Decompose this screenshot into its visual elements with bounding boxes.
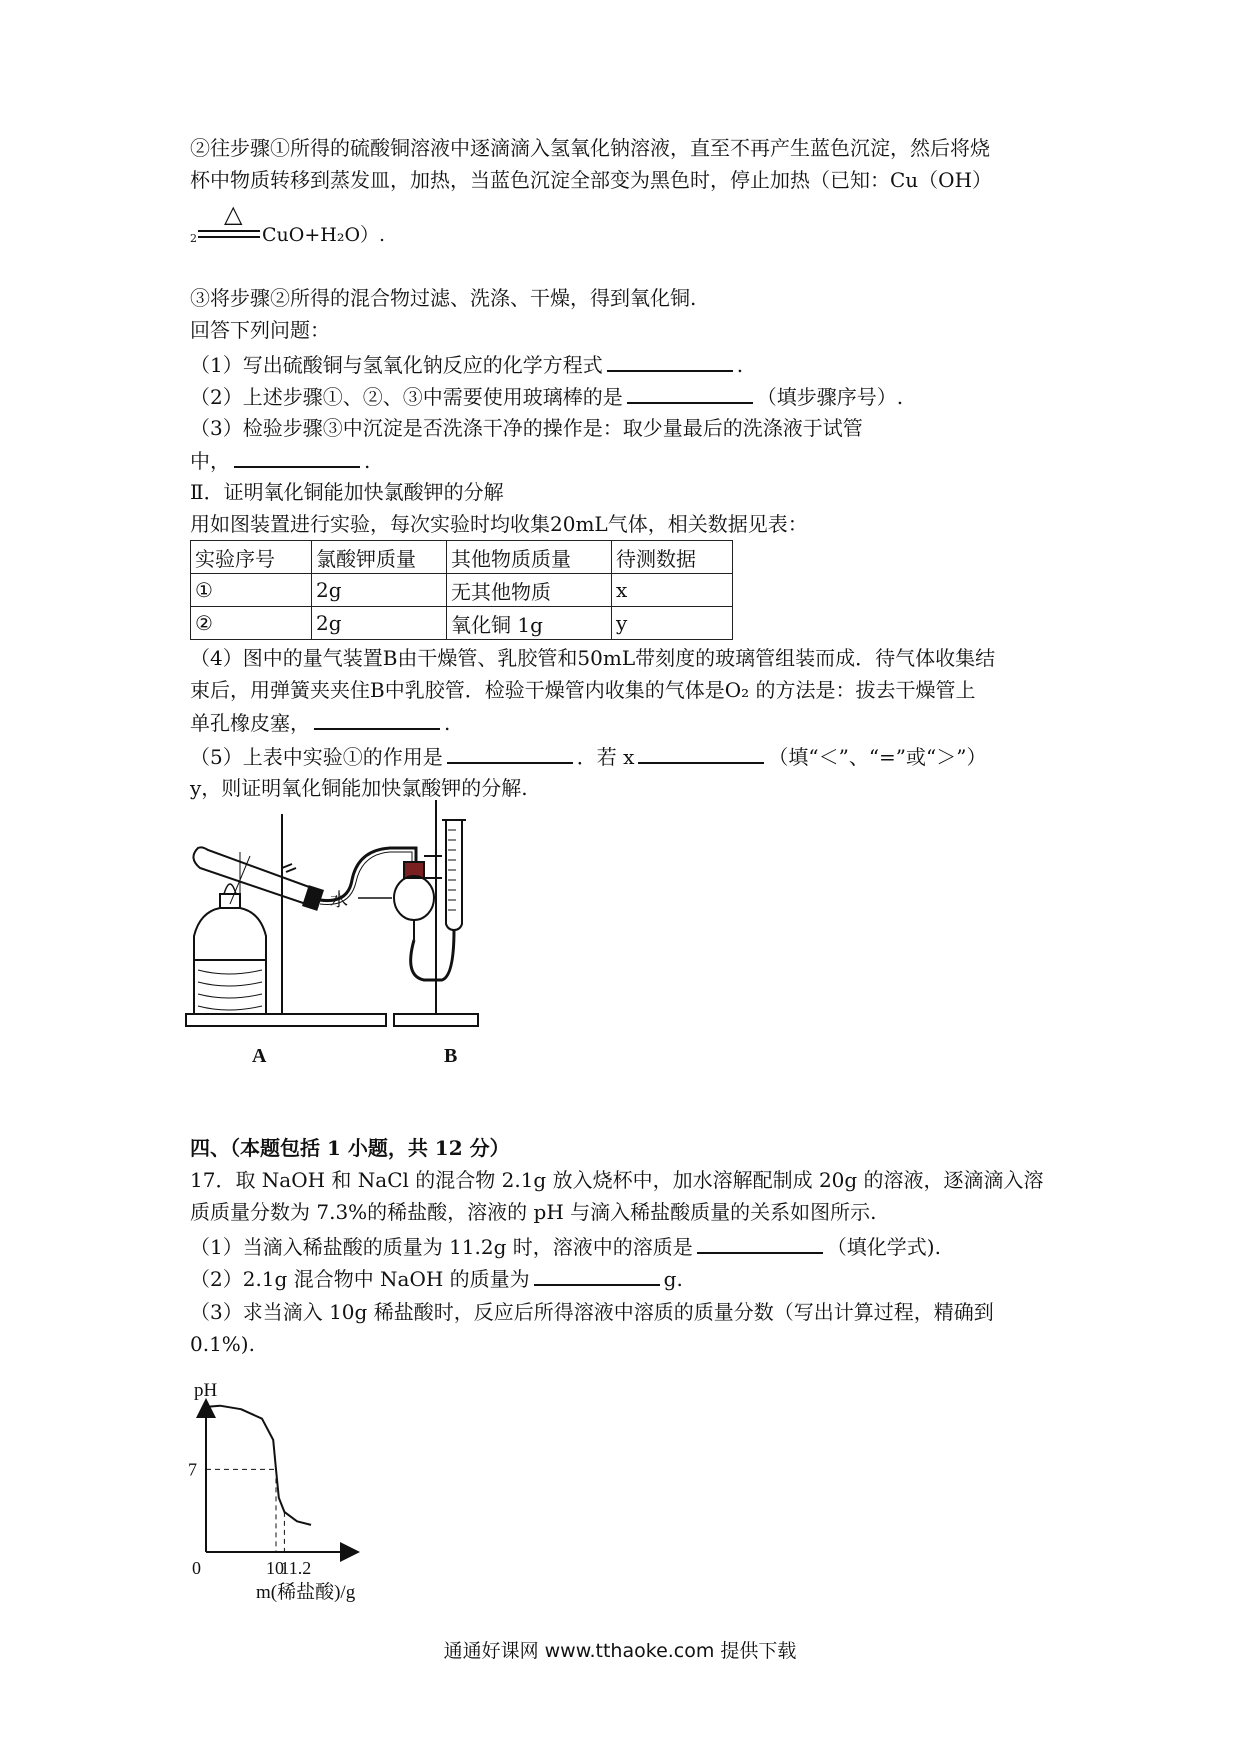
y-tick-label: 7 <box>188 1459 197 1480</box>
part2-intro: 用如图装置进行实验，每次实验时均收集20mL气体，相关数据见表： <box>190 512 808 536</box>
origin-label: 0 <box>192 1558 201 1578</box>
table-row <box>191 574 733 607</box>
answer-blank-q1[interactable] <box>607 350 733 372</box>
table-header-row <box>191 541 733 574</box>
label-apparatus-a: A <box>252 1045 267 1067</box>
x-axis-label: m(稀盐酸)/g <box>256 1582 356 1603</box>
table-cell: 氧化铜 1g <box>447 607 612 640</box>
answer-blank-q5a[interactable] <box>447 742 573 764</box>
step3-line: ③将步骤②所得的混合物过滤、洗涤、干燥，得到氧化铜. <box>190 286 697 310</box>
question-3-end: . <box>364 449 371 473</box>
question-2 <box>190 382 903 411</box>
u-tube <box>411 930 454 980</box>
answer-blank-q17-2[interactable] <box>534 1264 660 1286</box>
question-3-line1: （3）检验步骤③中沉淀是否洗涤干净的操作是：取少量最后的洗涤液于试管 <box>190 416 863 440</box>
question-2-text: （2）上述步骤①、②、③中需要使用玻璃棒的是 <box>190 385 623 409</box>
table-header: 实验序号 <box>191 541 312 574</box>
table-cell: 无其他物质 <box>447 574 612 607</box>
question-4-line1: （4）图中的量气装置B由干燥管、乳胶管和50mL带刻度的玻璃管组装而成．待气体收集结 <box>190 646 996 670</box>
drying-tube-bulb <box>394 876 434 920</box>
answer-blank-q5b[interactable] <box>638 742 764 764</box>
q17-part2-end: g. <box>663 1267 683 1291</box>
question-4-text: 单孔橡皮塞， <box>190 711 310 735</box>
apparatus-diagram <box>180 800 540 1070</box>
experiment-table <box>190 540 733 640</box>
test-tube-a <box>193 847 312 904</box>
step2-line1: ②往步骤①所得的硫酸铜溶液中逐滴滴入氢氧化钠溶液，直至不再产生蓝色沉淀，然后将烧 <box>190 136 990 160</box>
ph-chart <box>186 1372 386 1612</box>
question-4-end: . <box>444 711 451 735</box>
equation-subscript: 2 <box>190 232 197 245</box>
question-5-mid: ．若 x <box>576 745 635 769</box>
q17-line1: 17．取 NaOH 和 NaCl 的混合物 2.1g 放入烧杯中，加水溶解配制成 20g 的溶液，逐滴滴入溶 <box>190 1168 1044 1192</box>
table-cell: 2g <box>312 574 447 607</box>
table-cell: ① <box>191 574 312 607</box>
table-row <box>191 607 733 640</box>
table-header: 氯酸钾质量 <box>312 541 447 574</box>
stand-a-base <box>186 1014 386 1026</box>
y-axis-label: pH <box>194 1380 218 1401</box>
alcohol-lamp <box>194 908 266 960</box>
question-1 <box>190 350 743 379</box>
graduated-tube <box>446 820 462 930</box>
question-3-line2 <box>190 446 370 475</box>
q17-part1 <box>190 1232 941 1261</box>
table-header: 待测数据 <box>612 541 733 574</box>
question-1-text: （1）写出硫酸铜与氢氧化钠反应的化学方程式 <box>190 353 603 377</box>
answer-prompt: 回答下列问题： <box>190 318 330 342</box>
question-2-end: （填步骤序号）. <box>756 385 904 409</box>
answer-blank-q2[interactable] <box>627 382 753 404</box>
answer-blank-q17-1[interactable] <box>697 1232 823 1254</box>
table-cell: x <box>612 574 733 607</box>
question-1-end: . <box>736 353 744 377</box>
question-5-text: （5）上表中实验①的作用是 <box>190 745 443 769</box>
answer-blank-q4[interactable] <box>314 708 440 730</box>
label-apparatus-b: B <box>444 1045 458 1067</box>
ph-curve <box>206 1406 311 1525</box>
equation-products: CuO+H₂O）. <box>262 224 386 246</box>
wooden-block <box>194 960 266 1014</box>
water-label: 水 <box>330 890 348 910</box>
footer-text: 通通好课网 www.tthaoke.com 提供下载 <box>443 1640 797 1662</box>
stand-b-base <box>394 1014 478 1026</box>
q17-line2: 质质量分数为 7.3%的稀盐酸，溶液的 pH 与滴入稀盐酸质量的关系如图所示. <box>190 1200 877 1224</box>
clamp-a <box>282 864 296 872</box>
question-5-line2: y，则证明氧化铜能加快氯酸钾的分解. <box>190 776 528 800</box>
q17-part2-text: （2）2.1g 混合物中 NaOH 的质量为 <box>190 1267 530 1291</box>
part2-title: Ⅱ．证明氧化铜能加快氯酸钾的分解 <box>190 480 504 504</box>
question-5-line1 <box>190 742 986 771</box>
q17-part1-end: （填化学式). <box>826 1235 941 1259</box>
question-3-text: 中， <box>190 449 230 473</box>
table-cell: y <box>612 607 733 640</box>
answer-blank-q3[interactable] <box>234 446 360 468</box>
q17-part3-line1: （3）求当滴入 10g 稀盐酸时，反应后所得溶液中溶质的质量分数（写出计算过程，精确到 <box>190 1300 994 1324</box>
table-cell: ② <box>191 607 312 640</box>
step2-line2: 杯中物质转移到蒸发皿，加热，当蓝色沉淀全部变为黑色时，停止加热（已知：Cu（OH） <box>190 168 993 192</box>
section4-title: 四、（本题包括 1 小题，共 12 分） <box>190 1136 510 1160</box>
question-4-line3 <box>190 708 450 737</box>
table-cell: 2g <box>312 607 447 640</box>
q17-part1-text: （1）当滴入稀盐酸的质量为 11.2g 时，溶液中的溶质是 <box>190 1235 693 1259</box>
reaction-equation <box>190 200 450 260</box>
question-4-line2: 束后，用弹簧夹夹住B中乳胶管．检验干燥管内收集的气体是O₂ 的方法是：拔去干燥管上 <box>190 678 976 702</box>
x-tick-label: 10 <box>266 1558 284 1578</box>
heat-triangle-icon: △ <box>224 200 243 228</box>
equation-double-bar <box>198 230 260 238</box>
table-header: 其他物质质量 <box>447 541 612 574</box>
q17-part2 <box>190 1264 683 1293</box>
x-tick-label: 11.2 <box>280 1558 312 1578</box>
q17-part3-line2: 0.1%). <box>190 1332 255 1356</box>
question-5-hint: （填“＜”、“=”或“＞”） <box>768 745 987 769</box>
